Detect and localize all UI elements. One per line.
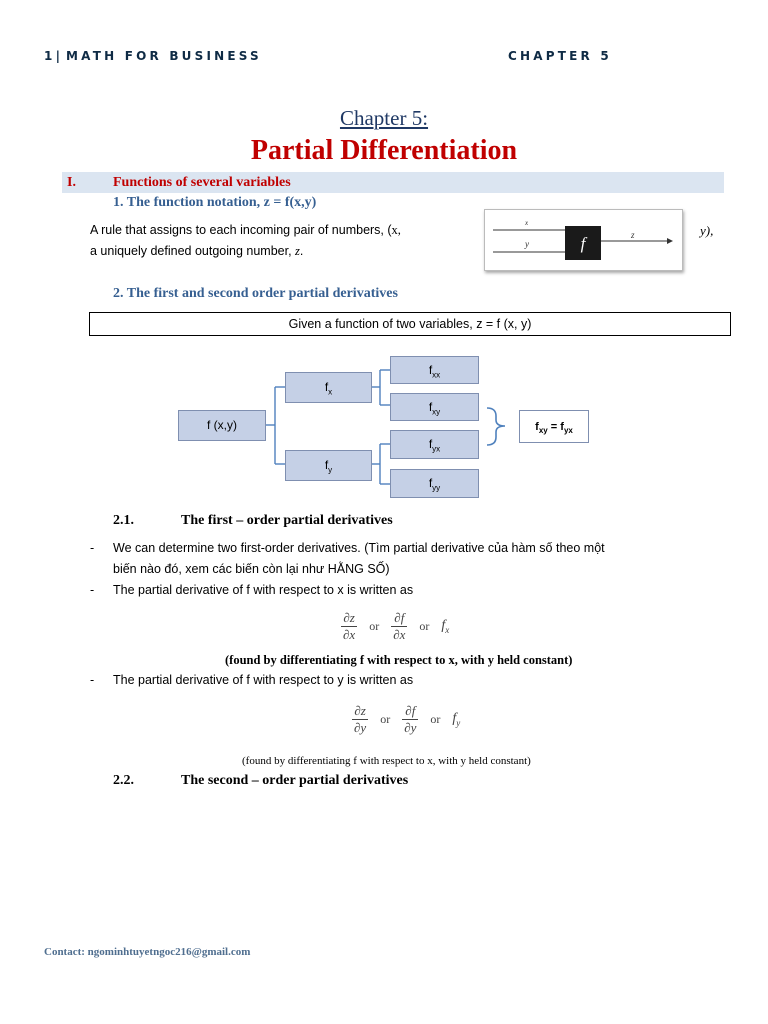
diagram-function-label: f (580, 234, 586, 253)
tree-fyx (390, 430, 479, 459)
frac-num: ∂z (352, 703, 368, 720)
f-symbol: f (441, 618, 446, 634)
book-title: MATH FOR BUSINESS (66, 49, 262, 63)
subsection-1-title: 1. The function notation, z = f(x,y) (113, 195, 317, 210)
result-fxy-sub: xy (538, 426, 548, 436)
tree-fy-label: f (324, 458, 329, 472)
definition-x: x, (391, 223, 401, 237)
frac-den: ∂x (393, 627, 406, 642)
tree-fyx-sub: yx (432, 444, 441, 454)
header-chapter: CHAPTER 5 (508, 49, 612, 63)
tree-fxy-label: f (428, 400, 433, 414)
frac-num: ∂f (391, 610, 407, 627)
tree-fxx (390, 356, 479, 384)
diagram-output-z: z (631, 230, 635, 240)
tree-fxy (390, 393, 479, 421)
frac-num: ∂z (341, 610, 357, 627)
tree-fy-sub: y (328, 465, 333, 475)
frac-den: ∂y (404, 720, 417, 735)
subsection-2-title: 2. The first and second order partial derivatives (113, 286, 398, 301)
footer-contact: Contact: ngominhtuyetngoc216@gmail.com (44, 946, 251, 958)
note-y: (found by differentiating f with respect to x, with y held constant) (242, 755, 531, 767)
mixed-partials-equal-box (519, 410, 589, 443)
result-fyx-sub: yx (563, 426, 573, 436)
tree-fy (285, 450, 372, 481)
section-2-1-number: 2.1. (113, 513, 134, 528)
tree-fxx-label: f (428, 363, 433, 377)
bullet-2-text: The partial derivative of f with respect to x is written as (113, 583, 414, 597)
bullet-1-line-1: We can determine two first-order derivatives. (Tìm partial derivative của hàm số theo một (113, 541, 605, 555)
tree-fx (285, 372, 372, 403)
or-text: or (430, 712, 441, 726)
bullet-2-dash: - (90, 583, 95, 597)
result-fxy: f (535, 421, 539, 433)
tree-root: f (x,y) (178, 410, 266, 441)
page-number-value: 1 (44, 49, 56, 63)
frac-dz-dx (341, 610, 357, 643)
frac-df-dx (391, 610, 407, 643)
given-function-box: Given a function of two variables, z = f (x, y) (89, 312, 731, 336)
section-2-2-number: 2.2. (113, 773, 134, 788)
definition-text: A rule that assigns to each incoming pair of numbers, ( (90, 223, 392, 237)
bullet-3-dash: - (90, 673, 95, 687)
tree-fyy-label: f (428, 476, 433, 490)
bullet-3-text: The partial derivative of f with respect to y is written as (113, 673, 414, 687)
formula-partial-y (352, 703, 460, 736)
tree-fxx-sub: xx (432, 370, 441, 380)
formula-partial-x (341, 610, 449, 643)
section-number: I. (67, 175, 76, 190)
diagram-input-x: x (525, 219, 529, 227)
section-2-1-title: The first – order partial derivatives (181, 513, 393, 528)
f-sub-y (452, 711, 460, 728)
or-text: or (380, 712, 391, 726)
f-subscript: x (445, 624, 450, 635)
definition-period: . (299, 244, 304, 258)
section-title: Functions of several variables (113, 175, 291, 190)
tree-fx-label: f (324, 380, 329, 394)
chapter-heading-text: Chapter 5: (339, 106, 429, 130)
tree-fyy-sub: yy (432, 483, 441, 493)
diagram-input-y: y (525, 239, 529, 249)
note-x: (found by differentiating f with respect to x, with y held constant) (225, 653, 573, 667)
bullet-1-line-2: biến nào đó, xem các biến còn lại như HẰNG SỐ) (113, 562, 390, 576)
tree-fyx-label: f (428, 437, 433, 451)
frac-den: ∂x (343, 627, 356, 642)
frac-den: ∂y (354, 720, 367, 735)
or-text: or (419, 619, 430, 633)
definition-y: y), (700, 223, 714, 238)
definition-text-2: a uniquely defined outgoing number, (90, 244, 296, 258)
or-text: or (369, 619, 380, 633)
result-fyx: f (560, 421, 564, 433)
frac-df-dy (402, 703, 418, 736)
result-equals: = (547, 421, 561, 433)
tree-fx-sub: x (328, 387, 333, 397)
f-symbol: f (452, 711, 457, 727)
definition-z: z (295, 244, 300, 258)
f-sub-x (441, 618, 449, 635)
bullet-1-dash: - (90, 541, 95, 555)
frac-dz-dy (352, 703, 368, 736)
header-separator: | (55, 49, 64, 63)
tree-fyy (390, 469, 479, 498)
main-title: Partial Differentiation (250, 135, 518, 166)
f-subscript: y (456, 717, 461, 728)
frac-num: ∂f (402, 703, 418, 720)
tree-fxy-sub: xy (432, 407, 441, 417)
section-2-2-title: The second – order partial derivatives (181, 773, 409, 788)
